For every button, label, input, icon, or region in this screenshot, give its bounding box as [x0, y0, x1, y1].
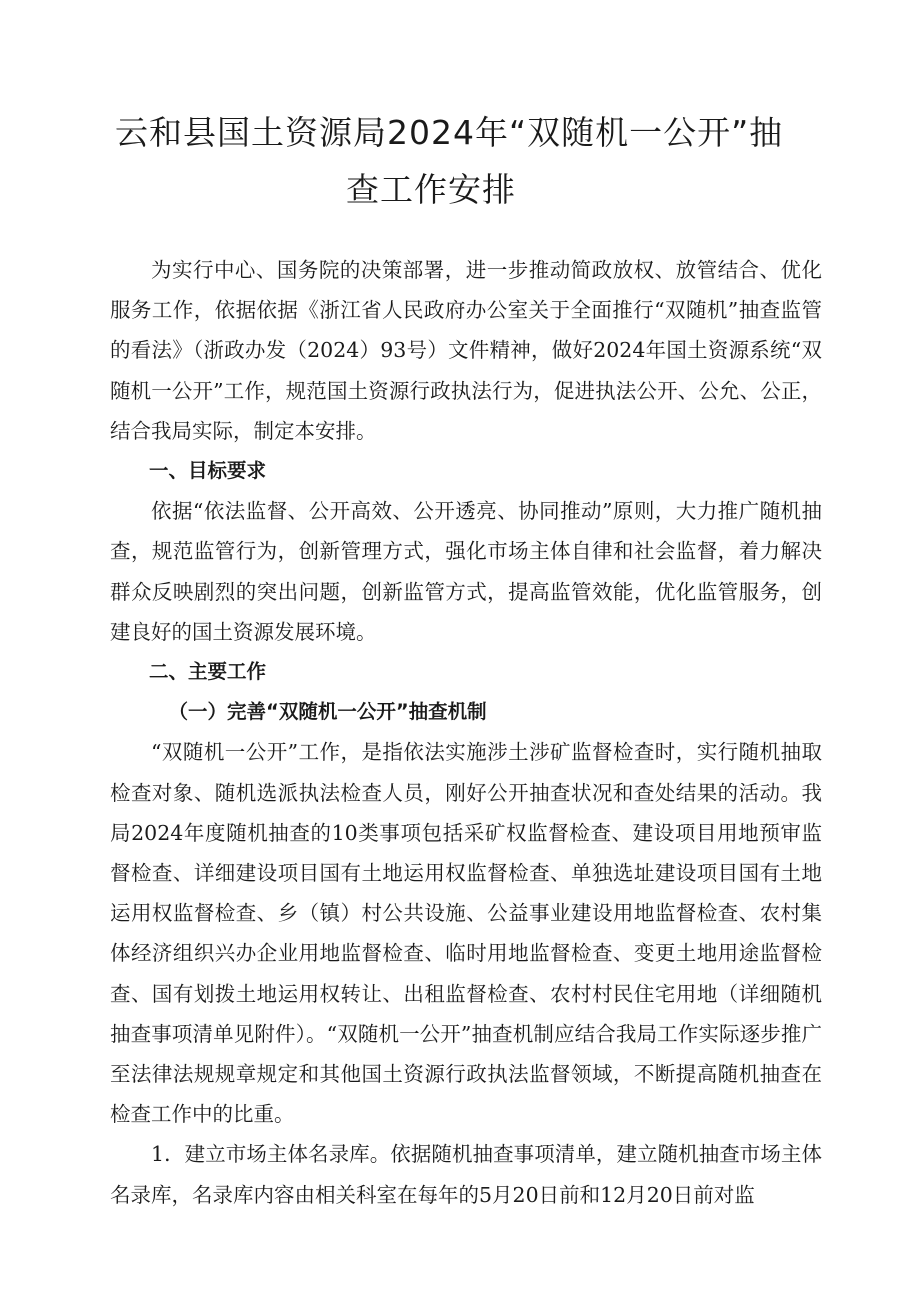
title-line-2: 查工作安排	[346, 170, 516, 209]
document-body	[110, 250, 822, 1215]
mechanism-paragraph: “双随机一公开”工作，是指依法实施涉土涉矿监督检查时，实行随机抽取检查对象、随机选派执法检查人员，刚好公开抽查状况和查处结果的活动。我局2024年度随机抽查的10类事项包括采矿权监督检查、建设项目用地预审监督检查、详细建设项目国有土地运用权监督检查、单独选址建设项目国有土地运用权监督检查、乡（镇）村公共设施、公益事业建设用地监督检查、农村集体经济组织兴办企业用地监督检查、临时用地监督检查、变更土地用途监督检查、国有划拨土地运用权转让、出租监督检查、农村村民住宅用地（详细随机抽查事项清单见附件）。“双随机一公开”抽查机制应结合我局工作实际逐步推广至法律法规规章规定和其他国土资源行政执法监督领域，不断提高随机抽查在检查工作中的比重。	[110, 740, 822, 1127]
intro-paragraph: 为实行中心、国务院的决策部署，进一步推动简政放权、放管结合、优化服务工作，依据依据《浙江省人民政府办公室关于全面推行“双随机”抽查监管的看法》（浙政办发（2024）93号）文件精神，做好2024年国土资源系统“双随机一公开”工作，规范国土资源行政执法行为，促进执法公开、公允、公正，结合我局实际，制定本安排。	[110, 258, 822, 443]
goals-paragraph: 依据“依法监督、公开高效、公开透亮、协同推动”原则，大力推广随机抽查，规范监管行为，创新管理方式，强化市场主体自律和社会监督，着力解决群众反映剧烈的突出问题，创新监管方式，提高监管效能，优化监管服务，创建良好的国土资源发展环境。	[110, 499, 822, 644]
section-heading-goals: 一、目标要求	[149, 459, 267, 483]
section-heading-main-work: 二、主要工作	[149, 660, 267, 684]
subsection-heading-mechanism: （一）完善“双随机一公开”抽查机制	[168, 700, 487, 724]
title-line-1: 云和县国土资源局2024年“双随机一公开”抽	[115, 113, 784, 152]
document-title	[95, 104, 825, 218]
directory-paragraph: 1．建立市场主体名录库。依据随机抽查事项清单，建立随机抽查市场主体名录库，名录库内容由相关科室在每年的5月20日前和12月20日前对监	[110, 1142, 822, 1207]
